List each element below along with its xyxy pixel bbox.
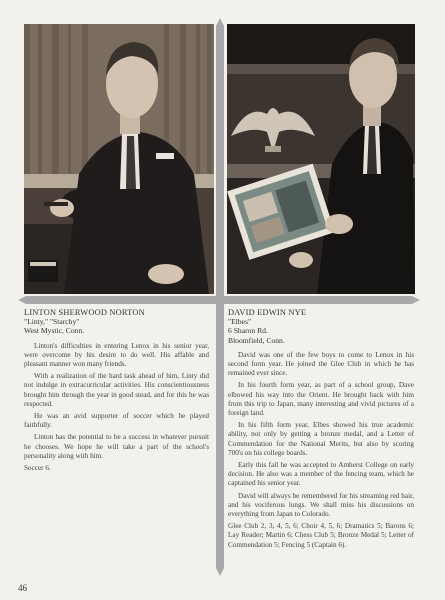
page-number: 46 bbox=[18, 583, 27, 593]
student-nickname: "Elbes" bbox=[228, 317, 252, 327]
bio-paragraph: With a realization of the hard task ahead of him, Linty did not indulge in extracurricular activities. His conscientiousness brought him through the year in good stead, and for this he was respected. bbox=[24, 372, 209, 408]
bio-paragraph: Linton has the potential to be a success in whatever pursuit he chooses. We hope he will take a part of the school's personality along with him. bbox=[24, 433, 209, 460]
bio-paragraph: He was an avid supporter of soccer which he played faithfully. bbox=[24, 412, 209, 430]
bio-paragraph: David was one of the few boys to come to Lenox in his second form year. He joined the Glee Club in which he has remained ever since. bbox=[228, 350, 414, 378]
student-name: LINTON SHERWOOD NORTON bbox=[24, 308, 145, 317]
student-nicknames: "Linty," "Starchy" bbox=[24, 317, 80, 327]
bio-linton-norton bbox=[24, 308, 209, 476]
bio-paragraph: In his fifth form year, Elbes showed his true academic ability, not only by getting a bronze medal, and a Letter of Commendation for the National Merits, but also by scoring 700's on his college boards. bbox=[228, 421, 414, 457]
portrait-david-nye bbox=[227, 24, 415, 294]
student-hometown: West Mystic, Conn. bbox=[24, 326, 85, 336]
activities-list: Glee Club 2, 3, 4, 5, 6; Choir 4, 5, 6; Dramatics 5; Barons 6; Lay Reader; Martin 6; Chess Club 5; Bronze Medal 5; Letter of Commendation 5; Fencing 5 (Captain 6). bbox=[228, 522, 414, 549]
portrait-linton-norton bbox=[24, 24, 214, 294]
student-address: 6 Sharon Rd. bbox=[228, 326, 268, 336]
bio-david-nye bbox=[228, 308, 414, 553]
student-hometown: Bloomfield, Conn. bbox=[228, 335, 285, 345]
bio-paragraph: Early this fall he was accepted to Amherst College on early decision. He also was a member of the fencing team, which he captained his senior year. bbox=[228, 461, 414, 488]
student-name: DAVID EDWIN NYE bbox=[228, 308, 307, 317]
bio-paragraph: In his fourth form year, as part of a school group, Dave elbowed his way into the Orient. He brought back with him from this trip to Japan, many interesting and vivid pictures of a foreign land. bbox=[228, 381, 414, 418]
horizontal-divider bbox=[18, 296, 420, 304]
bio-paragraph: David will always be remembered for his streaming red hair, and his vociferous lungs. We shall miss his discussions on everything from Japan to Colorado. bbox=[228, 491, 414, 519]
bio-paragraph: Linton's difficulties in entering Lenox in his senior year, were overcome by his desire to do well. His affable and pleasant manner won many friends. bbox=[24, 341, 209, 369]
activities-list: Soccer 6. bbox=[24, 464, 51, 473]
